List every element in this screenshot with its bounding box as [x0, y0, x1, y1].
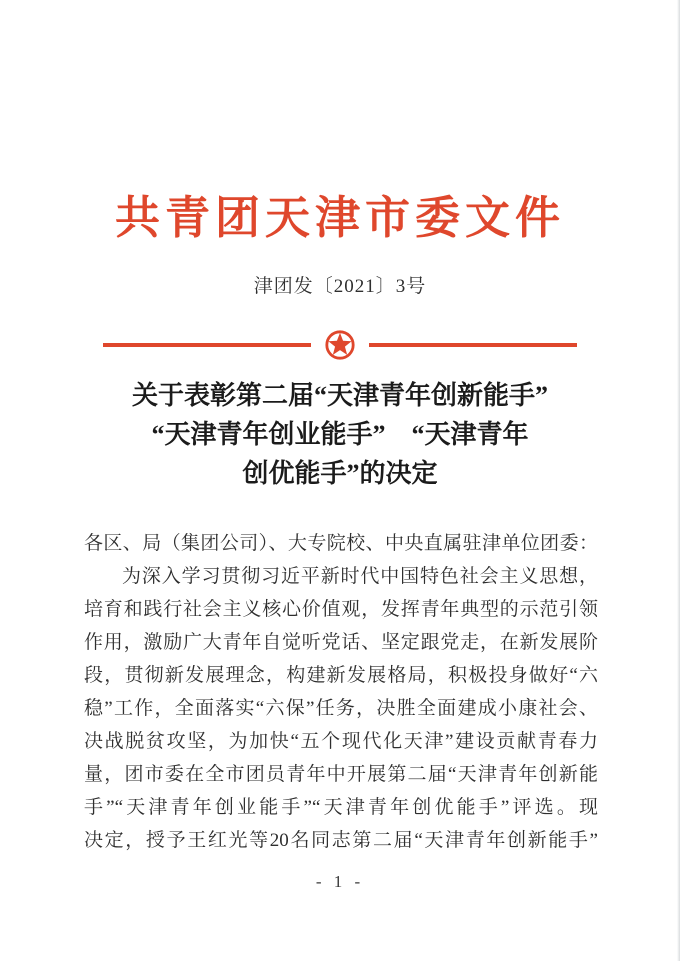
- star-emblem-icon: [324, 329, 356, 361]
- page-number: - 1 -: [315, 872, 365, 891]
- title-line-2: “天津青年创业能手” “天津青年: [151, 420, 529, 449]
- body-line: 作用，激励广大青年自觉听党话、坚定跟党走，在新发展阶: [84, 632, 598, 653]
- body-line: 稳”工作，全面落实“六保”任务，决胜全面建成小康社会、: [84, 698, 598, 719]
- divider-line-right: [369, 343, 577, 347]
- divider-rule: [103, 331, 577, 359]
- body-line: 手”“天津青年创业能手”“天津青年创优能手”评选。现: [84, 797, 598, 818]
- salutation-line: 各区、局（集团公司）、大专院校、中央直属驻津单位团委：: [84, 533, 598, 554]
- body-line: 量，团市委在全市团员青年中开展第二届“天津青年创新能: [84, 764, 598, 785]
- body-line: 决定，授予王红光等20名同志第二届“天津青年创新能手”: [84, 830, 598, 851]
- title-line-3: 创优能手”的决定: [242, 459, 438, 488]
- masthead-title: 共青团天津市委文件: [114, 193, 565, 243]
- body-line: 段，贯彻新发展理念，构建新发展格局，积极投身做好“六: [84, 665, 598, 686]
- body-line: 培育和践行社会主义核心价值观，发挥青年典型的示范引领: [84, 599, 598, 620]
- doc-number: 津团发〔2021〕3号: [253, 276, 427, 297]
- body-line: 决战脱贫攻坚，为加快“五个现代化天津”建设贡献青春力: [84, 731, 598, 752]
- divider-line-left: [103, 343, 311, 347]
- title-line-1: 关于表彰第二届“天津青年创新能手”: [131, 381, 548, 410]
- document-title: [40, 376, 640, 493]
- body-line: 为深入学习贯彻习近平新时代中国特色社会主义思想，: [122, 566, 598, 587]
- document-body: [84, 527, 598, 857]
